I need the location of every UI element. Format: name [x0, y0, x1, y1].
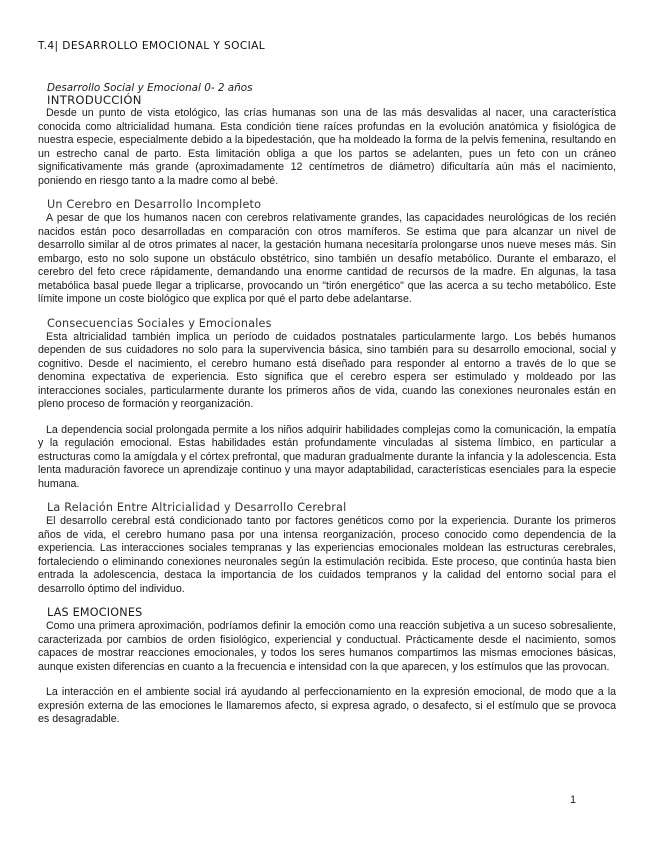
section-heading-emociones: LAS EMOCIONES	[47, 606, 143, 619]
section-heading-consecuencias: Consecuencias Sociales y Emocionales	[47, 316, 272, 330]
document-header-title: T.4| DESARROLLO EMOCIONAL Y SOCIAL	[38, 40, 266, 52]
document-subtitle: Desarrollo Social y Emocional 0- 2 años	[47, 82, 253, 94]
intro-heading: INTRODUCCIÓN	[47, 93, 142, 107]
section-paragraph: La dependencia social prolongada permite a los niños adquirir habilidades complejas como la comunicación, la empatía y la regulación emocional. Estas habilidades están profundamente vinculadas al sistema límbico, en particular a estructuras como la amígdala y el córtex prefrontal, que maduran gradualmente durante la infancia y la adolescencia. Esta lenta maduración favorece un aprendizaje continuo y una mayor adaptabilidad, características esenciales para la especie humana.	[38, 423, 616, 490]
section-heading-relacion: La Relación Entre Altricialidad y Desarrollo Cerebral	[47, 501, 347, 514]
section-paragraph: A pesar de que los humanos nacen con cerebros relativamente grandes, las capacidades neurológicas de los recién nacidos están poco desarrolladas en comparación con otros mamíferos. Se estima que para alcanzar un nivel de desarrollo similar al de otros primates al nacer, la gestación humana necesitaría prolongarse unos nueve meses más. Sin embargo, esto no solo supone un obstáculo obstétrico, sino también un desafío metabólico. Durante el embarazo, el cerebro del feto crece rápidamente, demandando una enorme cantidad de recursos de la madre. En algunas, la tasa metabólica basal puede llegar a triplicarse, provocando un "tirón energético" que las acerca a su techo metabólico. Este límite impone un coste biológico que explica por qué el parto debe adelantarse.	[38, 212, 616, 305]
section-paragraph: El desarrollo cerebral está condicionado tanto por factores genéticos como por la experiencia. Durante los primeros años de vida, el cerebro humano pasa por una intensa reorganización, proceso conocido como dependencia de la experiencia. Las interacciones sociales tempranas y las experiencias emocionales moldean las estructuras cerebrales, fortaleciendo o eliminando conexiones neuronales según la estimulación recibida. Este proceso, que continúa hasta bien entrada la adolescencia, destaca la importancia de los cuidados tempranos y la calidad del entorno social para el desarrollo óptimo del individuo.	[38, 515, 616, 595]
section-paragraph: Esta altricialidad también implica un período de cuidados postnatales particularmente largo. Los bebés humanos dependen de sus cuidadores no solo para la supervivencia básica, sino también para su desarrollo emocional, social y cognitivo. Desde el nacimiento, el cerebro humano está diseñado para responder al entorno a través de lo que se denomina expectativa de experiencia. Esto significa que el cerebro espera ser estimulado y moldeado por las interacciones sociales, particularmente durante los primeros años de vida, cuando las conexiones neuronales están en pleno proceso de formación y reorganización.	[38, 330, 616, 410]
page-number: 1	[570, 794, 577, 806]
document-body	[38, 82, 616, 727]
section-paragraph: La interacción en el ambiente social irá ayudando al perfeccionamiento en la expresión emocional, de modo que a la expresión externa de las emociones le llamaremos afecto, si expresa agrado, o desafecto, si el estímulo que se provoca es desagradable.	[38, 686, 616, 725]
section-heading-cerebro: Un Cerebro en Desarrollo Incompleto	[47, 198, 262, 211]
section-paragraph: Como una primera aproximación, podríamos definir la emoción como una reacción subjetiva a un suceso sobresaliente, caracterizada por cambios de orden fisiológico, experiencial y conductual. Prácticamente desde el nacimiento, somos capaces de mostrar reacciones emocionales, y todos los seres humanos compartimos las mismas emociones básicas, aunque existen diferencias en cuanto a la frecuencia e intensidad con la que aparecen, y los estímulos que las provocan.	[38, 620, 616, 673]
intro-paragraph: Desde un punto de vista etológico, las crías humanas son una de las más desvalidas al nacer, una característica conocida como altricialidad humana. Esta condición tiene raíces profundas en la evolución anatómica y fisiológica de nuestra especie, especialmente debido a la bipedestación, que ha moldeado la forma de la pelvis femenina, resultando en un estrecho canal de parto. Esta limitación obliga a que los partos se adelanten, pues un feto con un cráneo significativamente más grande (aproximadamente 12 centímetros de diámetro) dificultaría aún más el nacimiento, poniendo en riesgo tanto a la madre como al bebé.	[38, 107, 616, 187]
